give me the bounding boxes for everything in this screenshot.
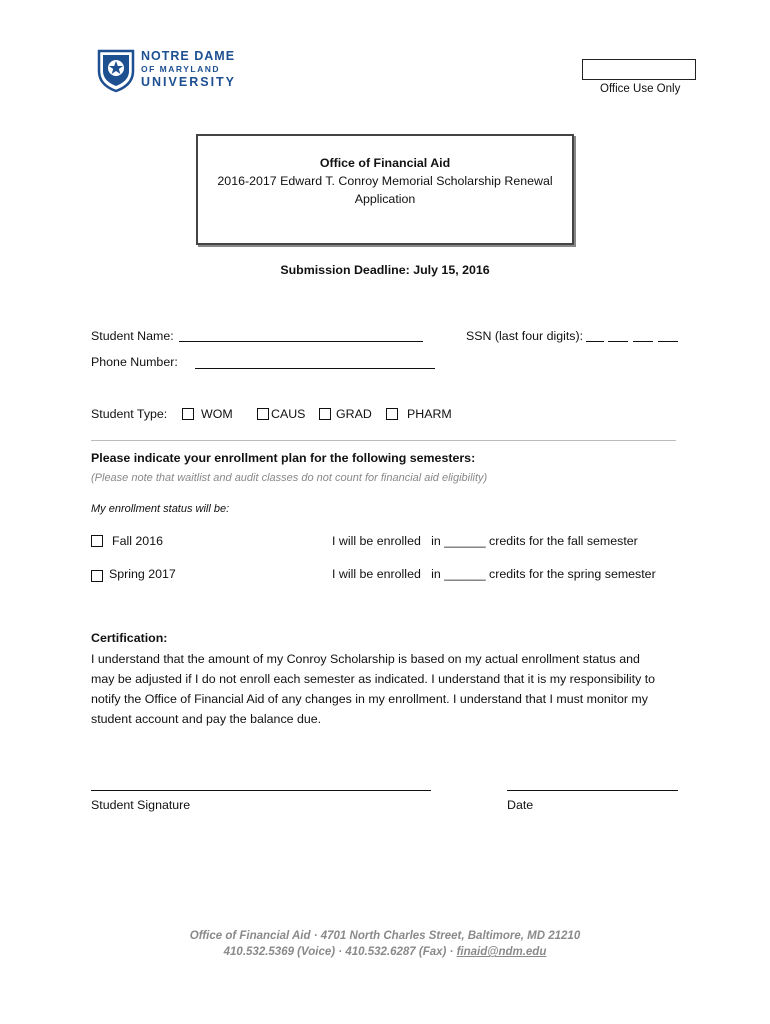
checkbox-spring-2017[interactable] xyxy=(91,570,103,582)
ssn-digit-3-field[interactable] xyxy=(633,341,653,342)
student-type-caus: CAUS xyxy=(271,407,306,421)
ssn-digit-2-field[interactable] xyxy=(608,341,628,342)
footer-address: Office of Financial Aid · 4701 North Charles Street, Baltimore, MD 21210 xyxy=(189,930,581,942)
header-line-2: 2016-2017 Edward T. Conroy Memorial Scholarship Renewal xyxy=(217,174,553,188)
logo-line-2: OF MARYLAND xyxy=(141,64,220,74)
certification-line-2: may be adjusted if I do not enroll each semester as indicated. I understand that it is my responsibility to xyxy=(91,672,656,686)
office-use-label: Office Use Only xyxy=(600,83,681,95)
footer-phone-fax: 410.532.5369 (Voice) · 410.532.6287 (Fax) · xyxy=(223,946,457,958)
date-label: Date xyxy=(507,798,534,812)
submission-deadline: Submission Deadline: July 15, 2016 xyxy=(280,263,490,277)
header-title: Office of Financial Aid xyxy=(319,156,451,170)
student-type-wom: WOM xyxy=(201,407,233,421)
ssn-label: SSN (last four digits): xyxy=(466,329,584,343)
certification-line-1: I understand that the amount of my Conroy Scholarship is based on my actual enrollment status and xyxy=(91,652,640,666)
footer-contact xyxy=(0,946,770,958)
spring-credits-statement[interactable]: I will be enrolled in ______ credits for the spring semester xyxy=(332,567,656,581)
enrollment-status-label: My enrollment status will be: xyxy=(91,503,230,515)
logo-line-3: UNIVERSITY xyxy=(141,75,237,89)
date-field[interactable] xyxy=(507,790,678,791)
phone-number-field[interactable] xyxy=(195,368,435,369)
student-type-grad: GRAD xyxy=(336,407,372,421)
checkbox-fall-2016[interactable] xyxy=(91,535,103,547)
student-signature-label: Student Signature xyxy=(91,798,191,812)
university-logo xyxy=(96,47,236,93)
checkbox-wom[interactable] xyxy=(182,408,194,420)
student-signature-field[interactable] xyxy=(91,790,431,791)
certification-line-3: notify the Office of Financial Aid of any changes in my enrollment. I understand that I must monitor my xyxy=(91,692,648,706)
ssn-digit-1-field[interactable] xyxy=(586,341,604,342)
header-line-3: Application xyxy=(354,192,416,206)
student-name-field[interactable] xyxy=(179,341,423,342)
phone-number-label: Phone Number: xyxy=(91,355,178,369)
enrollment-note: (Please note that waitlist and audit classes do not count for financial aid eligibility) xyxy=(91,472,488,484)
certification-line-4: student account and pay the balance due. xyxy=(91,712,322,726)
student-type-label: Student Type: xyxy=(91,407,168,421)
checkbox-pharm[interactable] xyxy=(386,408,398,420)
enrollment-heading: Please indicate your enrollment plan for the following semesters: xyxy=(91,451,476,465)
shield-icon xyxy=(96,47,136,93)
fall-credits-statement[interactable]: I will be enrolled in ______ credits for the fall semester xyxy=(332,534,638,548)
logo-line-1: NOTRE DAME xyxy=(141,49,236,63)
office-use-box[interactable] xyxy=(582,59,696,80)
header-box xyxy=(196,134,574,245)
student-name-label: Student Name: xyxy=(91,329,174,343)
section-divider xyxy=(91,440,676,441)
footer-email-link[interactable]: finaid@ndm.edu xyxy=(456,946,547,958)
checkbox-caus[interactable] xyxy=(257,408,269,420)
semester-spring-2017: Spring 2017 xyxy=(109,567,176,581)
semester-fall-2016: Fall 2016 xyxy=(112,534,163,548)
ssn-digit-4-field[interactable] xyxy=(658,341,678,342)
certification-heading: Certification: xyxy=(91,631,168,645)
student-type-pharm: PHARM xyxy=(407,407,452,421)
checkbox-grad[interactable] xyxy=(319,408,331,420)
